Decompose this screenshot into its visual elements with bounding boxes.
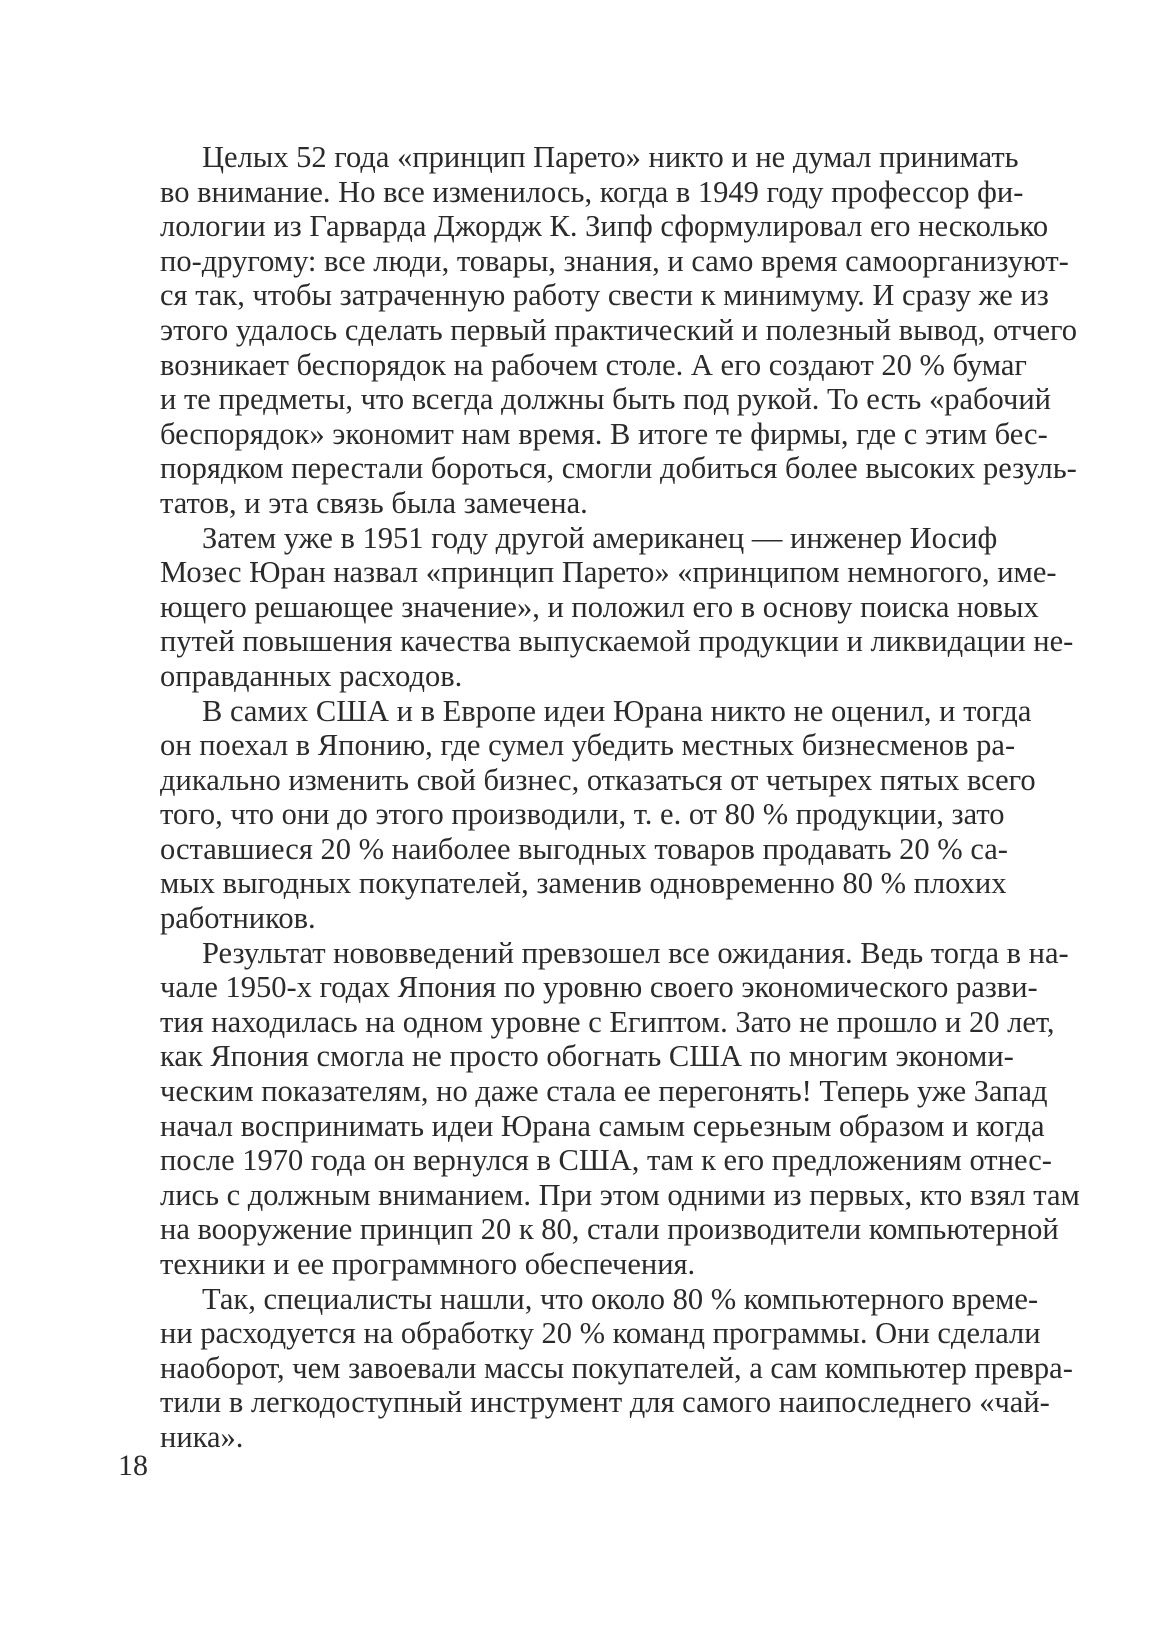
paragraph-japan [118, 693, 1036, 936]
text-line: ника». [160, 1419, 244, 1454]
text-line: мых выгодных покупателей, заменив одновременно 80 % плохих [160, 866, 1007, 901]
text-line: ющего решающее значение», и положил его в основу поиска новых [160, 589, 1039, 624]
text-line: тия находилась на одном уровне с Египтом. Зато не прошло и 20 лет, [160, 1004, 1055, 1039]
text-line: беспорядок» экономит нам время. В итоге те фирмы, где с этим бес- [160, 416, 1048, 451]
text-line: татов, и эта связь была замечена. [160, 485, 588, 520]
text-line: ся так, чтобы затраченную работу свести к минимуму. И сразу же из [160, 278, 1049, 313]
text-line: ческим показателям, но даже стала ее перегонять! Теперь уже Запад [160, 1074, 1048, 1109]
text-line: оправданных расходов. [160, 658, 463, 693]
page-number: 18 [118, 1449, 148, 1482]
text-line: оставшиеся 20 % наиболее выгодных товаров продавать 20 % са- [160, 831, 1008, 866]
text-line: как Япония смогла не просто обогнать США по многим экономи- [160, 1039, 1014, 1074]
text-line: работников. [160, 901, 316, 936]
text-line: того, что они до этого производили, т. е. от 80 % продукции, зато [160, 797, 1005, 832]
text-line: путей повышения качества выпускаемой продукции и ликвидации не- [160, 624, 1074, 659]
text-line: техники и ее программного обеспечения. [160, 1247, 696, 1281]
text-line: после 1970 года он вернулся в США, там к его предложениям отнес- [160, 1143, 1052, 1178]
text-line: наоборот, чем завоевали массы покупателей, а сам компьютер превра- [160, 1350, 1073, 1385]
text-line: Мозес Юран назвал «принцип Парето» «принципом немногого, име- [160, 555, 1057, 590]
text-line: по-другому: все люди, товары, знания, и само время самоорганизуют- [160, 243, 1069, 278]
text-line: тили в легкодоступный инструмент для самого наипоследнего «чай- [160, 1385, 1050, 1420]
body-text [118, 140, 1080, 1455]
paragraph-juran [118, 520, 1074, 694]
paragraph-pareto-zipf [118, 140, 1077, 521]
text-line: Результат нововведений превзошел все ожидания. Ведь тогда в на- [202, 935, 1069, 970]
paragraph-computers [118, 1281, 1073, 1455]
text-line: этого удалось сделать первый практический и полезный вывод, отчего [160, 312, 1077, 347]
text-line: порядком перестали бороться, смогли добиться более высоких резуль- [160, 451, 1077, 486]
text-line: возникает беспорядок на рабочем столе. А его создают 20 % бумаг [160, 347, 1027, 382]
text-line: лологии из Гарварда Джордж К. Зипф сформулировал его несколько [160, 209, 1049, 244]
text-line: дикально изменить свой бизнес, отказаться от четырех пятых всего [160, 762, 1036, 797]
text-line: чале 1950-х годах Япония по уровню своего экономического разви- [160, 970, 1038, 1005]
text-line: лись с должным вниманием. При этом одними из первых, кто взял там [160, 1177, 1080, 1212]
text-line: во внимание. Но все изменилось, когда в 1949 году профессор фи- [160, 174, 1024, 209]
text-line: ни расходуется на обработку 20 % команд программы. Они сделали [160, 1316, 1041, 1351]
text-line: Затем уже в 1951 году другой американец — инженер Иосиф [202, 520, 998, 555]
text-line: он поехал в Японию, где сумел убедить местных бизнесменов ра- [160, 728, 1016, 763]
text-line: Целых 52 года «принцип Парето» никто и не думал принимать [202, 140, 1019, 174]
text-line: на вооружение принцип 20 к 80, стали производители компьютерной [160, 1212, 1059, 1247]
text-line: В самих США и в Европе идеи Юрана никто не оценил, и тогда [202, 693, 1032, 728]
text-line: и те предметы, что всегда должны быть под рукой. То есть «рабочий [160, 382, 1051, 417]
text-line: начал воспринимать идеи Юрана самым серьезным образом и когда [160, 1108, 1045, 1143]
text-line: Так, специалисты нашли, что около 80 % компьютерного време- [202, 1281, 1039, 1316]
paragraph-results [118, 935, 1080, 1282]
